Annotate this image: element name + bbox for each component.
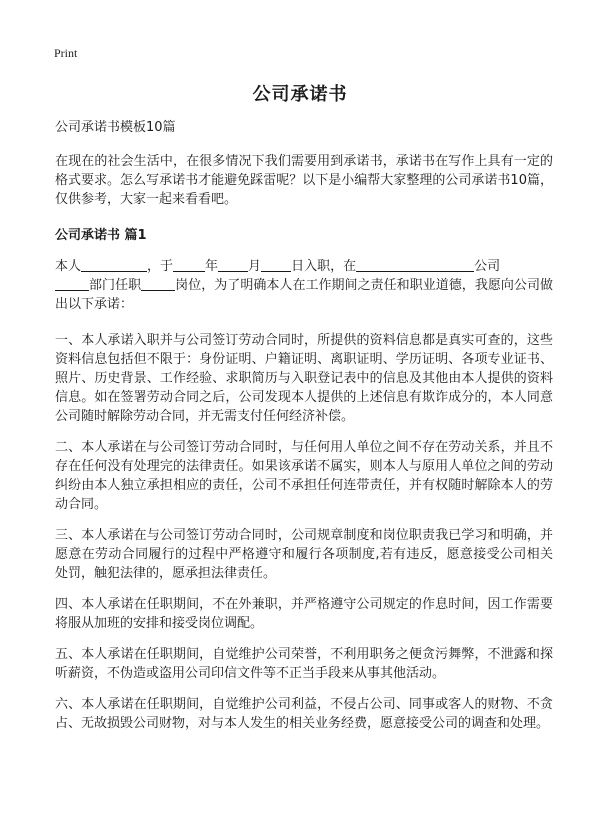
department-blank[interactable] [55,277,89,291]
form-text: 年 [205,259,219,274]
document-body [55,118,553,745]
form-paragraph [55,257,553,314]
intro-paragraph: 在现在的社会生活中，在很多情况下我们需要用到承诺书，承诺书在写作上具有一定的格式要求。怎么写承诺书才能避免踩雷呢？以下是小编帮大家整理的公司承诺书10篇，仅供参考，大家一起来看看吧。 [55,154,553,207]
form-text: 公司 [474,259,501,274]
day-blank[interactable] [261,258,291,272]
company-blank[interactable] [356,258,474,272]
year-blank[interactable] [173,258,205,272]
clause-paragraph: 五、本人承诺在任职期间，自觉维护公司荣誉，不利用职务之便贪污舞弊，不泄露和探听薪资，不伪造或盗用公司印信文件等不正当手段来从事其他活动。 [55,647,553,681]
month-blank[interactable] [218,258,248,272]
form-text: 本人 [55,259,82,274]
form-text: 岗位，为了明确本人在工作期间之责任和职业道德，我愿向公司做出以下承诺： [55,278,553,312]
print-label: Print [54,46,78,60]
clause-paragraph: 六、本人承诺在任职期间，自觉维护公司利益，不侵占公司、同事或客人的财物、不贪占、无故损毁公司财物，对与本人发生的相关业务经费，愿意接受公司的调查和处理。 [55,697,553,731]
clause-paragraph: 四、本人承诺在任职期间，不在外兼职，并严格遵守公司规定的作息时间，因工作需要将服从加班的安排和接受岗位调配。 [55,597,553,631]
clause-paragraph: 三、本人承诺在与公司签订劳动合同时，公司规章制度和岗位职责我已学习和明确，并愿意在劳动合同履行的过程中严格遵守和履行各项制度,若有违反，愿意接受公司相关处罚，触犯法律的，愿承担法律责任。 [55,528,553,581]
section-heading: 公司承诺书 篇1 [55,228,147,243]
name-blank[interactable] [81,258,147,272]
document-title: 公司承诺书 [252,84,348,105]
position-blank[interactable] [141,277,175,291]
form-text: ，于 [147,259,174,274]
form-text: 月 [248,259,262,274]
form-text: 日入职，在 [291,259,357,274]
document-subtitle: 公司承诺书模板10篇 [55,120,176,135]
form-text: 部门任职 [89,278,142,293]
clause-paragraph: 一、本人承诺入职并与公司签订劳动合同时，所提供的资料信息都是真实可查的，这些资料信息包括但不限于：身份证明、户籍证明、离职证明、学历证明、各项专业证书、照片、历史背景、工作经验、求职简历与入职登记表中的信息及其他由本人提供的资料信息。如在签署劳动合同之后，公司发现本人提供的上述信息有欺诈成分的，本人同意公司随时解除劳动合同，并无需支付任何经济补偿。 [55,333,553,424]
clause-paragraph: 二、本人承诺在与公司签订劳动合同时，与任何用人单位之间不存在劳动关系，并且不存在任何没有处理完的法律责任。如果该承诺不属实，则本人与原用人单位之间的劳动纠纷由本人独立承担相应的责任，公司不承担任何连带责任，并有权随时解除本人的劳动合同。 [55,440,553,512]
